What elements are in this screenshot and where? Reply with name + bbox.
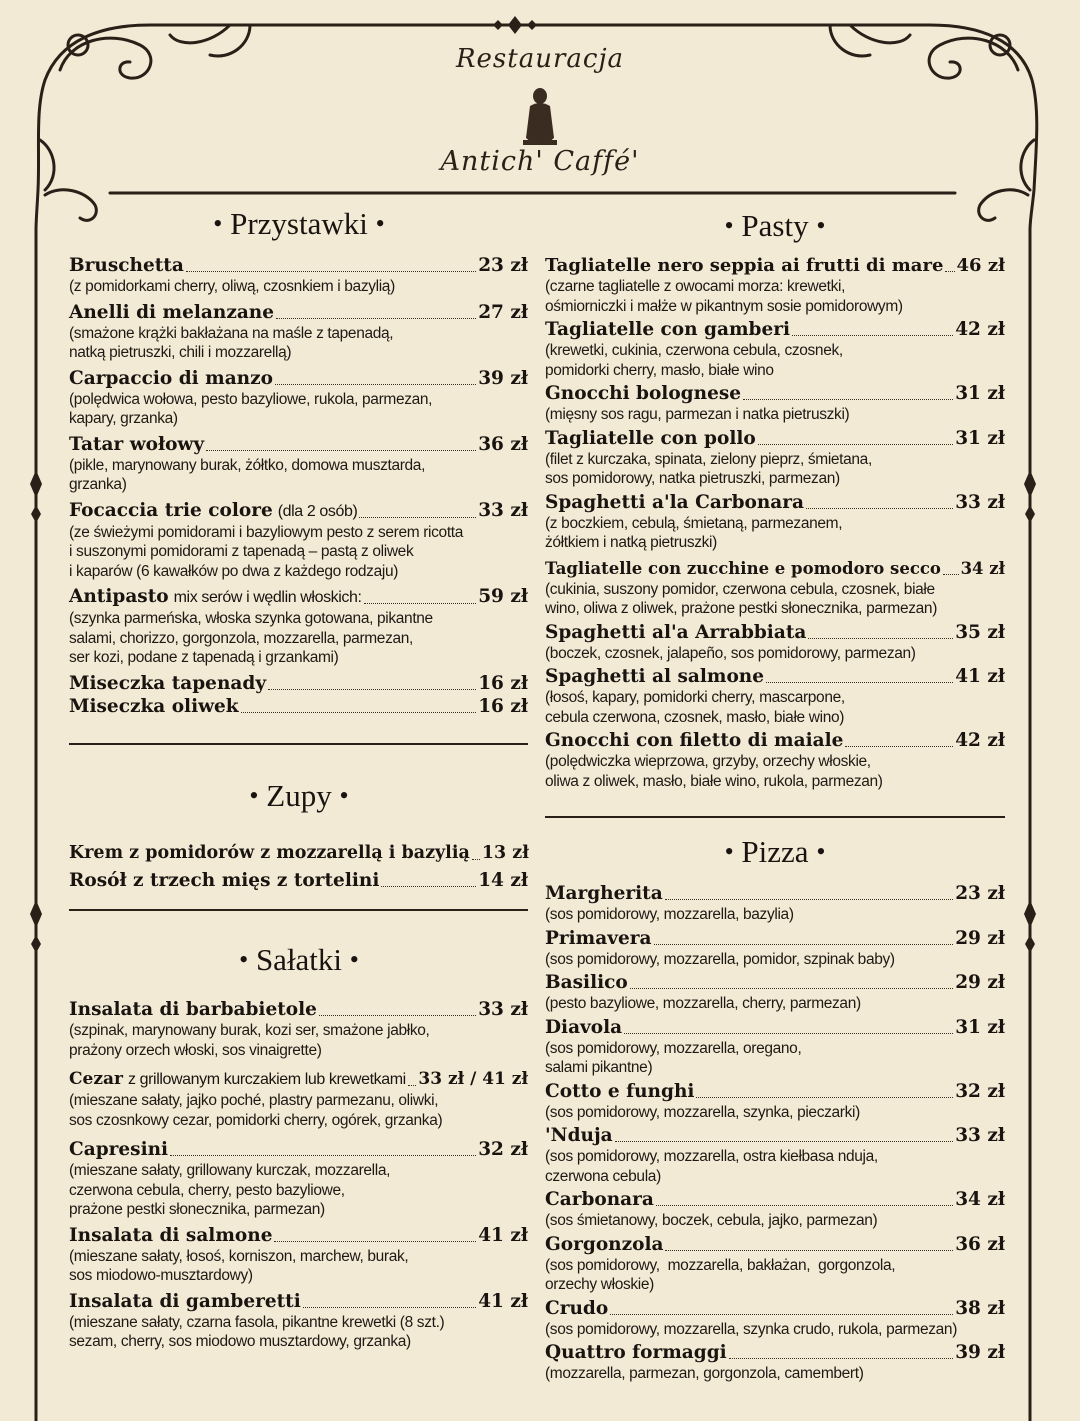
item-name: Tagliatelle con zucchine e pomodoro secco: [545, 558, 941, 578]
item-price: 16 zł: [478, 672, 528, 694]
section-title-salatki: • Sałatki •: [239, 942, 359, 977]
item-name: Primavera: [545, 927, 652, 949]
menu-item: [545, 491, 1005, 553]
restaurant-name: Antich' Caffé': [440, 146, 640, 177]
item-description: (sos pomidorowy, mozzarella, ostra kiełbasa nduja, czerwona cebula): [545, 1148, 878, 1185]
menu-item: [545, 557, 1005, 619]
section-title-zupy: • Zupy •: [249, 778, 349, 813]
item-price: 32 zł: [955, 1080, 1005, 1102]
item-description: (sos śmietanowy, boczek, cebula, jajko, parmezan): [545, 1212, 878, 1229]
menu-item-line: [545, 1297, 1005, 1320]
item-name: Margherita: [545, 883, 663, 904]
item-name: Rosół z trzech mięs z tortelini: [69, 870, 380, 891]
item-description: (ze świeżymi pomidorami i bazyliowym pesto z serem ricotta i suszonymi pomidorami z tapenadą – pastą z oliwek i kaparów (6 kawałków po dwa z każdego rodzaju): [69, 523, 464, 580]
item-description: (mięsny sos ragu, parmezan i natka pietruszki): [545, 406, 850, 423]
menu-item-line: [545, 729, 1005, 752]
item-price: 33 zł: [478, 499, 528, 521]
dot-leader: [359, 517, 476, 518]
dot-leader: [656, 1205, 953, 1206]
item-name: Tagliatelle con pollo: [545, 427, 756, 449]
menu-item-line: [545, 882, 1005, 905]
menu-item-line: [69, 1068, 528, 1091]
item-name: Spaghetti a'la Carbonara: [545, 491, 805, 513]
item-name: Focaccia trie colore: [69, 499, 273, 521]
item-name: Carpaccio di manzo: [69, 367, 273, 389]
menu-item: [69, 1290, 528, 1352]
section-title-przystawki: • Przystawki •: [213, 206, 385, 241]
item-description: (mieszane sałaty, grillowany kurczak, mozzarella, czerwona cebula, cherry, pesto bazyliowe, prażone pestki słonecznika, parmezan): [69, 1162, 391, 1218]
item-name: Diavola: [545, 1016, 623, 1038]
dot-leader: [696, 1097, 953, 1098]
dot-leader: [275, 384, 476, 385]
dot-leader: [319, 1015, 476, 1016]
menu-item-line: [69, 842, 528, 865]
item-name: Spaghetti al'a Arrabbiata: [545, 621, 807, 643]
item-description: (pikle, marynowany burak, żółtko, domowa musztarda, grzanka): [69, 456, 426, 493]
dot-leader: [274, 1241, 476, 1242]
menu-item: [545, 254, 1005, 316]
menu-item-line: [69, 301, 528, 324]
item-price: 41 zł: [478, 1224, 528, 1246]
menu-item-line: [69, 1138, 528, 1161]
item-price: 31 zł: [955, 1016, 1005, 1038]
item-price: 34 zł: [955, 1189, 1005, 1210]
dot-leader: [630, 988, 953, 989]
menu-item-line: [545, 927, 1005, 950]
menu-item: [69, 869, 528, 892]
dot-leader: [945, 271, 954, 272]
pizza-list: [545, 882, 1005, 1384]
menu-item: [545, 1297, 1005, 1340]
item-name: 'Nduja: [545, 1125, 613, 1146]
menu-item-line: [545, 427, 1005, 450]
menu-item: [545, 1016, 1005, 1078]
item-price: 33 zł / 41 zł: [418, 1069, 528, 1089]
item-price: 29 zł: [955, 972, 1005, 993]
menu-item: [545, 382, 1005, 425]
item-name: Miseczka tapenady: [69, 672, 267, 694]
dot-leader: [665, 899, 954, 900]
item-note: mix serów i wędlin włoskich:: [173, 589, 362, 606]
item-description: (z pomidorkami cherry, oliwą, czosnkiem i bazylią): [69, 278, 395, 295]
item-price: 41 zł: [955, 666, 1005, 687]
item-price: 32 zł: [478, 1139, 528, 1160]
restaurant-label: Restauracja: [455, 44, 625, 74]
item-description: (szpinak, marynowany burak, kozi ser, smażone jabłko, prażony orzech włoski, sos vinaigrette): [69, 1022, 430, 1059]
item-description: (mieszane sałaty, łosoś, korniszon, marchew, burak, sos miodowo-musztardowy): [69, 1247, 409, 1284]
menu-item: [69, 499, 528, 582]
item-description: (mieszane sałaty, jajko poché, plastry parmezanu, oliwki, sos czosnkowy cezar, pomidorki cherry, ogórek, grzanka): [69, 1092, 443, 1129]
menu-item: [545, 927, 1005, 970]
dot-leader: [170, 1155, 476, 1156]
item-name: Capresini: [69, 1139, 169, 1160]
section-title-pasty: • Pasty •: [724, 208, 826, 243]
item-description: (sos pomidorowy, mozzarella, szynka crudo, rukola, parmezan): [545, 1320, 958, 1338]
item-name: Gnocchi bolognese: [545, 383, 742, 404]
item-description: (sos pomidorowy, mozzarella, bazylia): [545, 906, 794, 923]
menu-item: [545, 971, 1005, 1014]
item-price: 39 zł: [478, 367, 528, 389]
item-price: 36 zł: [955, 1233, 1005, 1255]
menu-item: [545, 1124, 1005, 1186]
item-name: Cezar: [69, 1069, 123, 1089]
menu-item: [69, 842, 528, 865]
item-price: 33 zł: [478, 999, 528, 1020]
menu-item: [69, 1138, 528, 1220]
item-description: (filet z kurczaka, spinata, zielony pieprz, śmietana, sos pomidorowy, natka pietruszki, parmezan): [545, 450, 872, 487]
item-name: Miseczka oliwek: [69, 695, 239, 717]
item-price: 29 zł: [955, 927, 1005, 949]
item-price: 13 zł: [481, 843, 529, 863]
item-price: 14 zł: [478, 870, 528, 891]
dot-leader: [792, 335, 953, 336]
menu-item: [545, 427, 1005, 489]
item-name: Spaghetti al salmone: [545, 666, 765, 687]
menu-item-line: [545, 1124, 1005, 1147]
menu-item: [69, 367, 528, 429]
dot-leader: [408, 1085, 417, 1086]
dot-leader: [624, 1033, 953, 1034]
item-description: (sos pomidorowy, mozzarella, pomidor, szpinak baby): [545, 950, 895, 968]
menu-item-line: [69, 254, 528, 277]
item-price: 27 zł: [478, 301, 528, 323]
menu-item-line: [545, 621, 1005, 644]
item-name: Krem z pomidorów z mozzarellą i bazylią: [69, 843, 470, 863]
item-description: (smażone krążki bakłażana na maśle z tapenadą, natką pietruszki, chili i mozzarellą): [69, 324, 394, 361]
divider: [545, 816, 1005, 818]
menu-item-line: [545, 971, 1005, 994]
item-description: (szynka parmeńska, włoska szynka gotowana, pikantne salami, chorizzo, gorgonzola, mozzarella, parmezan, ser kozi, podane z tapenadą i grzankami): [69, 610, 433, 666]
menu-item: [545, 729, 1005, 791]
item-name: Anelli di melanzane: [69, 301, 275, 323]
item-description: (pesto bazyliowe, mozzarella, cherry, parmezan): [545, 995, 861, 1012]
item-description: (polędwica wołowa, pesto bazyliowe, rukola, parmezan, kapary, grzanka): [69, 390, 433, 427]
item-price: 34 zł: [960, 558, 1005, 578]
menu-item-line: [545, 1080, 1005, 1103]
menu-item: [69, 301, 528, 363]
dot-leader: [845, 746, 953, 747]
pasty-list: [545, 254, 1005, 791]
item-name: Insalata di barbabietole: [69, 999, 317, 1020]
menu-item: [69, 672, 528, 695]
dot-leader: [808, 638, 953, 639]
item-price: 31 zł: [955, 427, 1005, 449]
menu-item: [69, 433, 528, 495]
dot-leader: [729, 1358, 954, 1359]
item-description: (krewetki, cukinia, czerwona cebula, czosnek, pomidorki cherry, masło, białe wino: [545, 342, 843, 379]
item-description: (czarne tagliatelle z owocami morza: krewetki, ośmiorniczki i małże w pikantnym sosie pomidorowym): [545, 278, 903, 315]
menu-item-line: [69, 585, 528, 609]
menu-item: [69, 1224, 528, 1286]
item-note: z grillowanym kurczakiem lub krewetkami: [127, 1071, 406, 1088]
item-name: Cotto e funghi: [545, 1080, 695, 1102]
item-price: 39 zł: [955, 1342, 1005, 1363]
menu-item-line: [545, 318, 1005, 341]
item-name: Quattro formaggi: [545, 1342, 727, 1363]
item-description: (mozzarella, parmezan, gorgonzola, camembert): [545, 1365, 864, 1382]
menu-item-line: [545, 557, 1005, 580]
section-title-pizza: • Pizza •: [724, 834, 826, 869]
item-price: 42 zł: [955, 319, 1005, 340]
item-name: Crudo: [545, 1297, 609, 1319]
menu-item-line: [69, 433, 528, 456]
item-description: (mieszane sałaty, czarna fasola, pikantne krewetki (8 szt.) sezam, cherry, sos miodowo musztardowy, grzanka): [69, 1313, 445, 1350]
menu-item-line: [545, 1016, 1005, 1039]
menu-item: [545, 882, 1005, 925]
item-price: 33 zł: [955, 491, 1005, 513]
dot-leader: [381, 886, 476, 887]
dot-leader: [472, 859, 480, 860]
item-description: (polędwiczka wieprzowa, grzyby, orzechy włoskie, oliwa z oliwek, masło, białe wino, rukola, parmezan): [545, 753, 883, 790]
dot-leader: [665, 1250, 953, 1251]
dot-leader: [615, 1141, 954, 1142]
dot-leader: [268, 689, 476, 690]
menu-item-line: [69, 695, 528, 718]
menu-item-line: [545, 382, 1005, 405]
menu-item: [69, 695, 528, 718]
item-name: Antipasto: [69, 586, 169, 607]
menu-item-line: [69, 998, 528, 1021]
menu-item: [545, 1341, 1005, 1384]
dot-leader: [943, 574, 959, 575]
item-price: 46 zł: [956, 255, 1005, 276]
item-description: (z boczkiem, cebulą, śmietaną, parmezanem, żółtkiem i natką pietruszki): [545, 514, 843, 551]
item-price: 31 zł: [955, 383, 1005, 404]
item-description: (łosoś, kapary, pomidorki cherry, mascarpone, cebula czerwona, czosnek, masło, białe wino): [545, 689, 845, 726]
dot-leader: [303, 1307, 476, 1308]
item-description: (cukinia, suszony pomidor, czerwona cebula, czosnek, białe wino, oliwa z oliwek, prażone pestki słonecznika, parmezan): [545, 580, 938, 617]
divider: [69, 909, 528, 911]
item-description: (boczek, czosnek, jalapeño, sos pomidorowy, parmezan): [545, 644, 916, 662]
salatki-list: [69, 998, 528, 1352]
item-price: 33 zł: [955, 1125, 1005, 1146]
item-description: (sos pomidorowy, mozzarella, oregano, salami pikantne): [545, 1039, 802, 1076]
menu-item-line: [545, 1341, 1005, 1364]
menu-item: [545, 665, 1005, 727]
menu-item-line: [69, 1224, 528, 1247]
item-name: Tatar wołowy: [69, 433, 205, 455]
item-price: 59 zł: [478, 586, 528, 607]
dot-leader: [610, 1314, 953, 1315]
dot-leader: [766, 682, 953, 683]
menu-item-line: [545, 491, 1005, 514]
menu-item: [545, 1233, 1005, 1295]
menu-item: [69, 998, 528, 1060]
item-name: Insalata di salmone: [69, 1224, 273, 1246]
dot-leader: [758, 444, 953, 445]
menu-item-line: [545, 254, 1005, 277]
item-note: (dla 2 osób): [277, 502, 358, 520]
menu-item-line: [69, 672, 528, 695]
dot-leader: [806, 508, 953, 509]
menu-item: [69, 254, 528, 297]
dot-leader: [364, 603, 477, 604]
item-name: Carbonara: [545, 1189, 654, 1210]
menu-item-line: [69, 367, 528, 390]
item-name: Bruschetta: [69, 255, 184, 276]
item-name: Insalata di gamberetti: [69, 1290, 301, 1312]
menu-item: [69, 1068, 528, 1130]
item-name: Gnocchi con filetto di maiale: [545, 730, 844, 751]
menu-item: [545, 1080, 1005, 1123]
menu-item-line: [545, 665, 1005, 688]
item-name: Tagliatelle con gamberi: [545, 319, 791, 340]
dot-leader: [241, 712, 477, 713]
item-name: Basilico: [545, 972, 628, 993]
item-price: 38 zł: [955, 1297, 1005, 1319]
dot-leader: [206, 450, 476, 451]
dot-leader: [186, 271, 476, 272]
item-price: 23 zł: [478, 255, 528, 276]
item-price: 42 zł: [955, 730, 1005, 751]
item-price: 16 zł: [478, 695, 528, 717]
menu-item: [69, 585, 528, 668]
dot-leader: [743, 399, 953, 400]
menu-item-line: [69, 869, 528, 892]
menu-item-line: [69, 1290, 528, 1313]
item-price: 23 zł: [955, 883, 1005, 904]
zupy-list: [69, 842, 528, 892]
menu-item: [545, 621, 1005, 664]
przystawki-list: [69, 254, 528, 718]
item-price: 41 zł: [478, 1290, 528, 1312]
menu-item-line: [545, 1188, 1005, 1211]
item-price: 35 zł: [955, 621, 1005, 643]
item-name: Tagliatelle nero seppia ai frutti di mare: [545, 255, 944, 276]
menu-item: [545, 1188, 1005, 1231]
dot-leader: [276, 318, 476, 319]
divider: [69, 743, 528, 745]
menu-item: [545, 318, 1005, 380]
item-description: (sos pomidorowy, mozzarella, bakłażan, gorgonzola, orzechy włoskie): [545, 1256, 896, 1293]
menu-item-line: [69, 499, 528, 523]
item-price: 36 zł: [478, 433, 528, 455]
dot-leader: [654, 944, 954, 945]
item-name: Gorgonzola: [545, 1233, 664, 1255]
menu-item-line: [545, 1233, 1005, 1256]
item-description: (sos pomidorowy, mozzarella, szynka, pieczarki): [545, 1103, 860, 1121]
